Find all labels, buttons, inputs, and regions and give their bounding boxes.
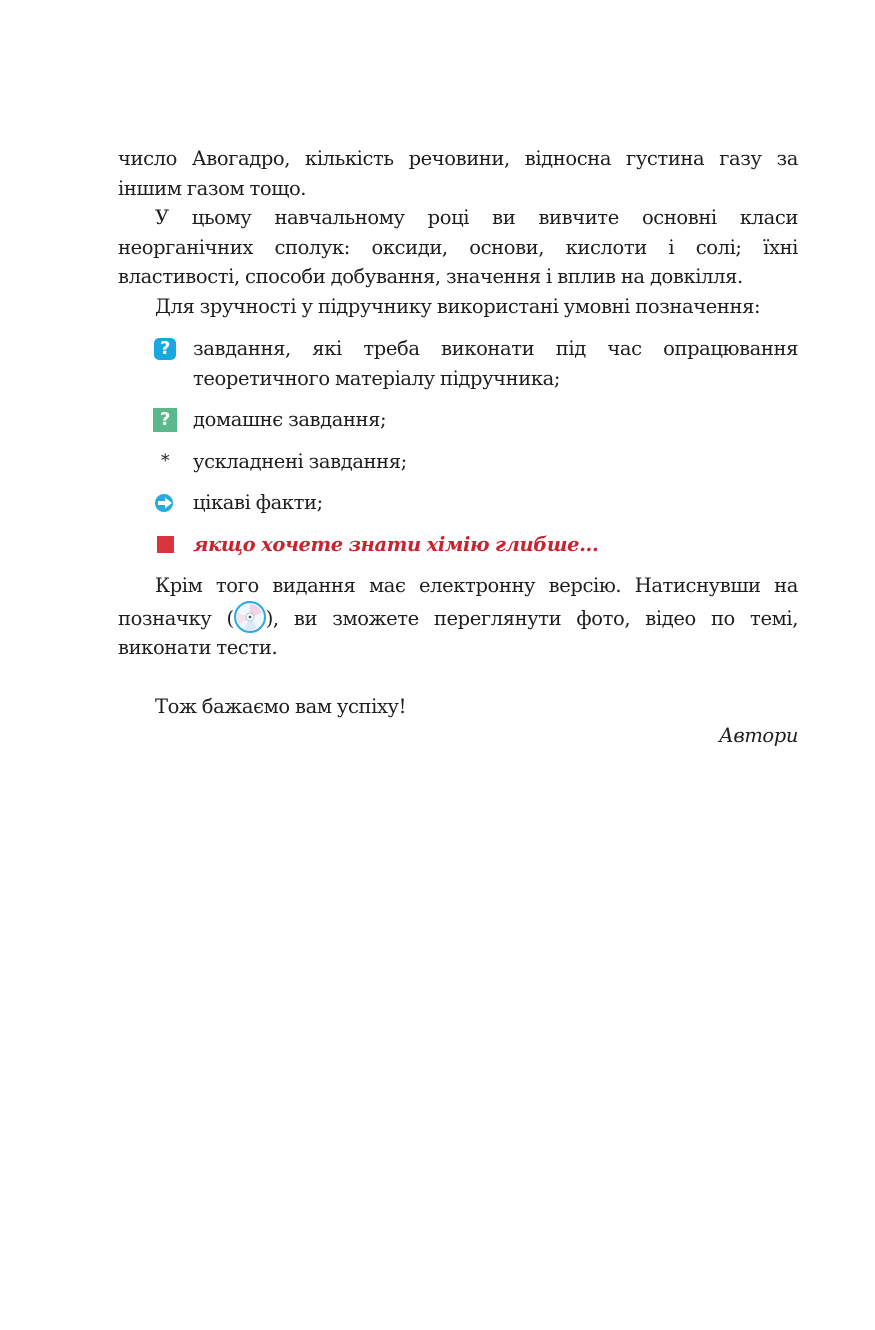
red-square-icon	[157, 536, 174, 553]
electronic-text-before: Крім того видання має електронну версію. Натиснувши на позначку (	[118, 574, 798, 630]
closing-wish: Тож бажаємо вам успіху!	[155, 694, 407, 718]
paragraph-study-plan: У цьому навчальному році ви вивчите основні класи неорганічних сполук: оксиди, основи, кислоти і солі; їхні властивості, способи добування, значення і вплив на довкілля.	[118, 206, 798, 288]
page-content	[118, 144, 798, 751]
legend-item-theory-tasks	[118, 334, 798, 393]
legend-item-interesting-facts	[118, 488, 798, 518]
legend-text-deeper: якщо хочете знати хімію глибше...	[193, 532, 599, 556]
authors-signature: Автори	[719, 724, 798, 747]
paragraph-electronic-version	[118, 571, 798, 663]
paragraph-legend-intro: Для зручності у підручнику використані умовні позначення:	[155, 294, 761, 318]
legend-text: домашнє завдання;	[193, 408, 387, 431]
cd-disc-icon[interactable]	[234, 601, 266, 633]
arrow-icon	[154, 492, 176, 514]
paragraph-avogadro: число Авогадро, кількість речовини, відносна густина газу за іншим газом тощо.	[118, 147, 798, 200]
legend-text: ускладнені завдання;	[193, 449, 407, 473]
blue-question-icon: ?	[154, 338, 176, 360]
legend-item-homework	[118, 405, 798, 435]
legend-text: цікаві факти;	[193, 491, 323, 514]
legend-text: завдання, які треба виконати під час опрацювання теоретичного матеріалу підручника;	[193, 337, 798, 390]
asterisk-icon: *	[160, 450, 170, 471]
legend-list	[118, 334, 798, 559]
legend-item-deeper-chemistry	[118, 530, 798, 560]
legend-item-complex-tasks	[118, 447, 798, 477]
electronic-text-after: ), ви зможете переглянути фото, відео по темі, виконати тести.	[118, 606, 798, 659]
green-question-icon: ?	[153, 408, 177, 432]
